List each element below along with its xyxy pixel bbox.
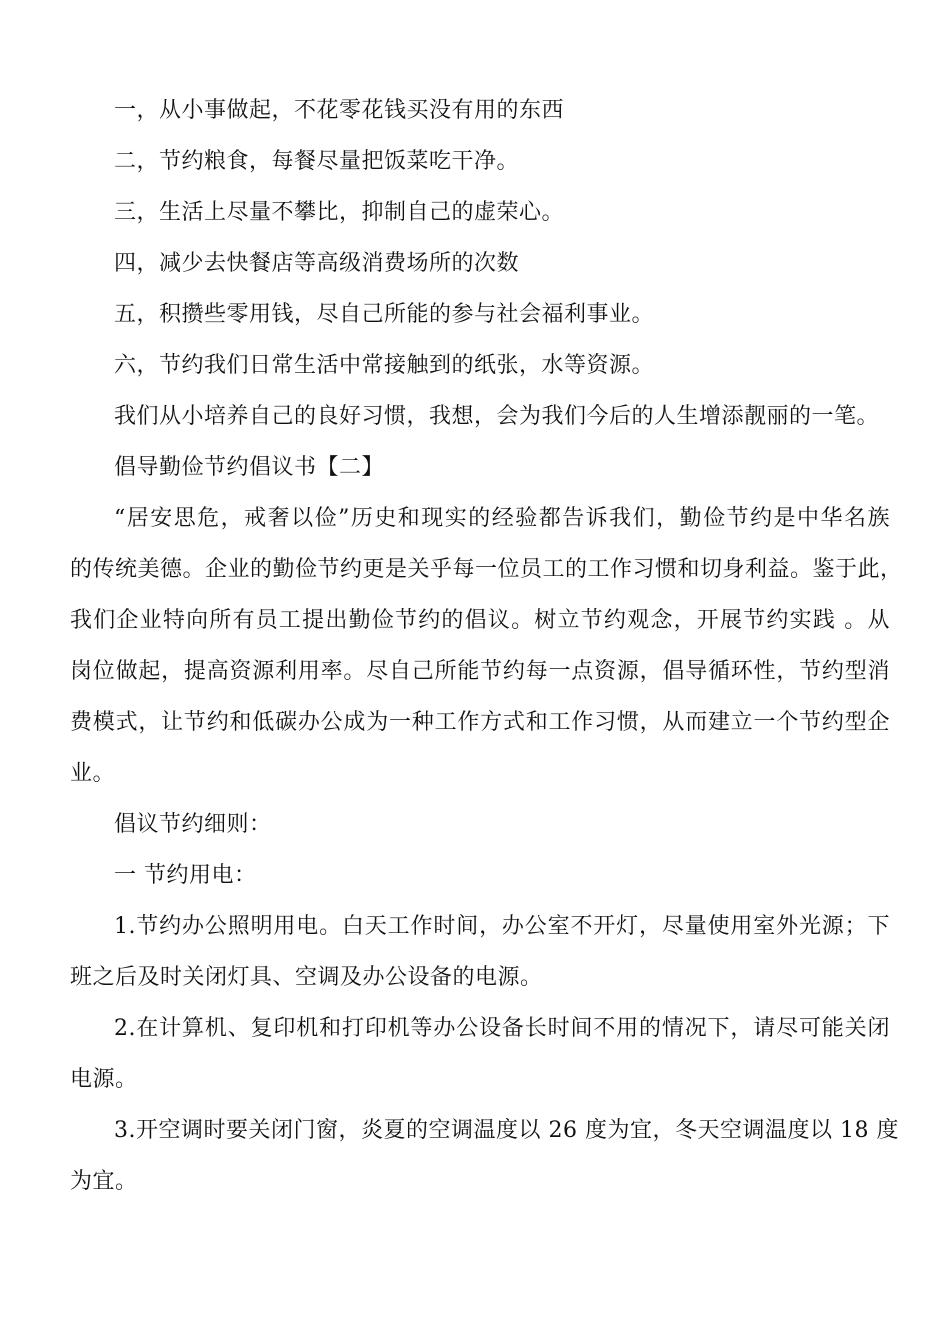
intro-line: 业。: [70, 761, 116, 786]
electricity-title: 一 节约用电：: [114, 863, 257, 888]
intro-line: 岗位做起，提高资源利用率。尽自己所能节约每一点资源，倡导循环性，节约型消: [70, 659, 890, 684]
rule-1-line: 1.节约办公照明用电。白天工作时间，办公室不开灯，尽量使用室外光源；下: [114, 914, 890, 939]
list-item: 一，从小事做起，不花零花钱买没有用的东西: [114, 98, 565, 123]
list-item: 四，减少去快餐店等高级消费场所的次数: [114, 251, 520, 276]
rule-3-line: 为宜。: [70, 1169, 138, 1194]
rules-title: 倡议节约细则：: [114, 812, 272, 837]
list-item: 二，节约粮食，每餐尽量把饭菜吃干净。: [114, 149, 520, 174]
rule-3-line: 3.开空调时要关闭门窗，炎夏的空调温度以 26 度为宜，冬天空调温度以 18 度: [114, 1118, 899, 1143]
rule-2-line: 电源。: [70, 1067, 138, 1092]
intro-line: 我们企业特向所有员工提出勤俭节约的倡议。树立节约观念，开展节约实践 。从: [70, 608, 890, 633]
list-item: 五，积攒些零用钱，尽自己所能的参与社会福利事业。: [114, 302, 655, 327]
intro-line: “居安思危，戒奢以俭”历史和现实的经验都告诉我们，勤俭节约是中华名族: [114, 506, 890, 531]
rule-1-line: 班之后及时关闭灯具、空调及办公设备的电源。: [70, 965, 543, 990]
list-item: 三，生活上尽量不攀比，抑制自己的虚荣心。: [114, 200, 565, 225]
rule-2-line: 2.在计算机、复印机和打印机等办公设备长时间不用的情况下，请尽可能关闭: [114, 1016, 890, 1041]
closing-paragraph: 我们从小培养自己的良好习惯，我想，会为我们今后的人生增添靓丽的一笔。: [114, 404, 880, 429]
list-item: 六，节约我们日常生活中常接触到的纸张，水等资源。: [114, 353, 655, 378]
intro-line: 的传统美德。企业的勤俭节约更是关乎每一位员工的工作习惯和切身利益。鉴于此，: [70, 557, 903, 582]
section-title: 倡导勤俭节约倡议书【二】: [114, 455, 385, 480]
intro-line: 费模式，让节约和低碳办公成为一种工作方式和工作习惯，从而建立一个节约型企: [70, 710, 890, 735]
